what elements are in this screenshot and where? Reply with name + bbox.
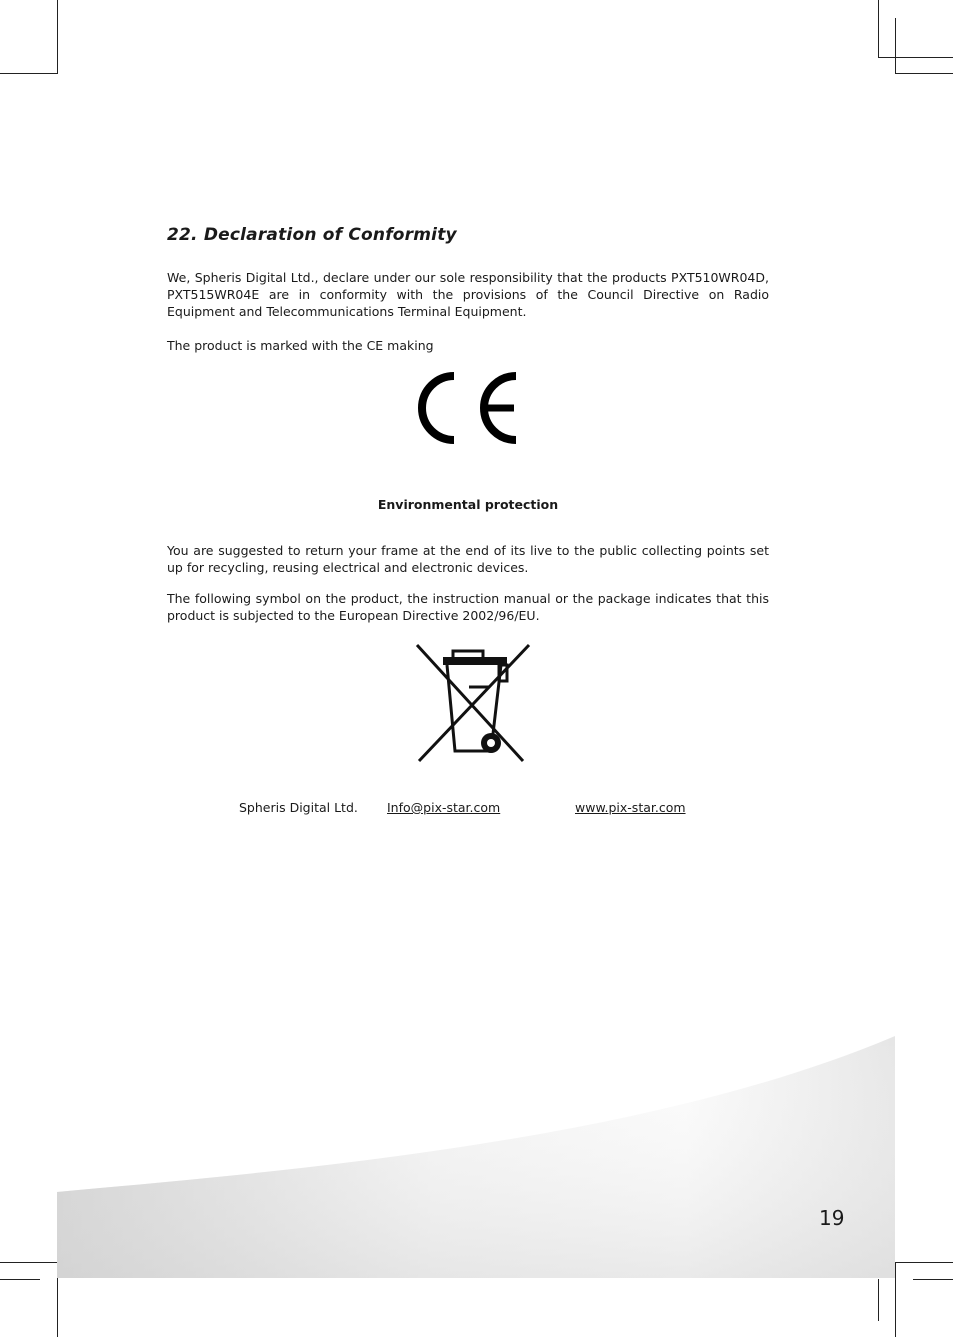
crop-mark (57, 0, 58, 73)
ce-marking-paragraph: The product is marked with the CE making (167, 338, 434, 353)
declaration-paragraph: We, Spheris Digital Ltd., declare under our sole responsibility that the products PXT510WR04D, PXT515WR04E are in conformity with the provisions of the Council Directive on Radio Equipment and Telecommunications Terminal Equipment. (167, 270, 769, 319)
company-name: Spheris Digital Ltd. (239, 800, 358, 815)
email-link[interactable]: Info@pix-star.com (387, 800, 501, 815)
website-link[interactable]: www.pix-star.com (575, 800, 686, 815)
environment-title: Environmental protection (377, 497, 559, 512)
crop-mark (878, 57, 953, 58)
recycling-paragraph: You are suggested to return your frame at the end of its live to the public collecting points set up for recycling, reusing electrical and electronic devices. (167, 543, 769, 575)
decorative-swoosh (0, 1030, 953, 1294)
page-number: 19 (819, 1206, 845, 1230)
crop-mark (878, 0, 879, 58)
crossed-out-wheelie-bin-icon (413, 643, 533, 769)
crop-mark (0, 73, 58, 74)
crop-mark (895, 73, 953, 74)
ce-mark-icon (418, 371, 520, 449)
directive-paragraph: The following symbol on the product, the instruction manual or the package indicates that this product is subjected to the European Directive 2002/96/EU. (167, 591, 769, 623)
section-title: 22. Declaration of Conformity (167, 225, 457, 245)
crop-mark (895, 18, 896, 74)
